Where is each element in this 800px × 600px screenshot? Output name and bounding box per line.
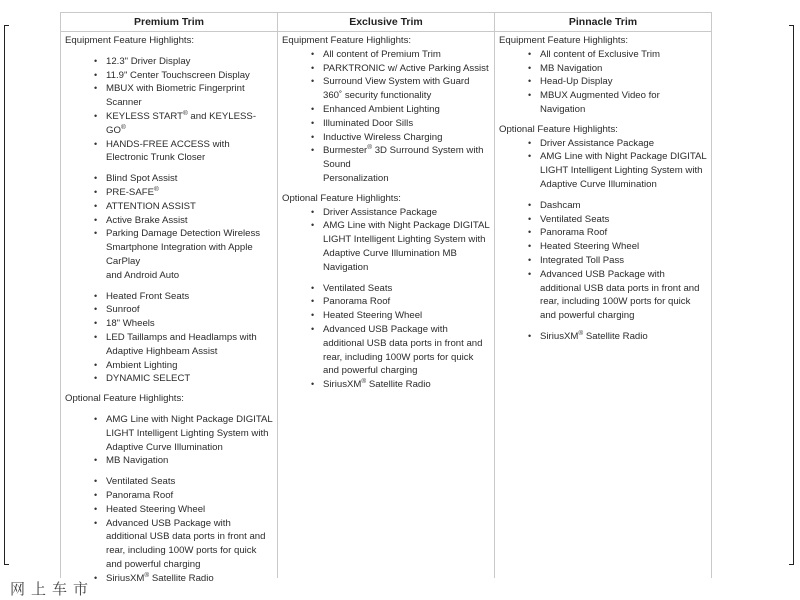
feature-item: • MB Navigation — [106, 454, 273, 468]
feature-item: • Heated Steering Wheel — [540, 240, 707, 254]
feature-item: • DYNAMIC SELECT — [106, 372, 273, 386]
feature-item: • AMG Line with Night Package DIGITAL LIGHT Intelligent Lighting System with Adaptive Curve Illumination — [540, 150, 707, 191]
feature-item: • Ventilated Seats — [323, 282, 490, 296]
feature-item: • SiriusXM® Satellite Radio — [106, 572, 273, 586]
trim-column-body — [495, 34, 711, 344]
trim-column — [495, 13, 711, 578]
feature-list — [65, 413, 273, 468]
feature-list — [499, 48, 707, 117]
feature-item: • Advanced USB Package with additional USB data ports in front and rear, including 100W ports for quick and powerful charging — [540, 268, 707, 323]
site-watermark: 网上车市 — [10, 580, 95, 598]
trim-column-header: Pinnacle Trim — [495, 13, 711, 32]
feature-item: • Panorama Roof — [323, 295, 490, 309]
feature-item: • Ambient Lighting — [106, 359, 273, 373]
feature-item: • Blind Spot Assist — [106, 172, 273, 186]
feature-list — [499, 199, 707, 323]
crop-bracket-right — [789, 25, 794, 565]
feature-item: • Parking Damage Detection Wireless Smartphone Integration with Apple CarPlay and Android Auto — [106, 227, 273, 282]
feature-item: • Advanced USB Package with additional USB data ports in front and rear, including 100W ports for quick and powerful charging — [323, 323, 490, 378]
feature-item: • Head-Up Display — [540, 75, 707, 89]
feature-list — [499, 330, 707, 344]
feature-list — [499, 137, 707, 192]
feature-item: • KEYLESS START® and KEYLESS-GO® — [106, 110, 273, 138]
trim-comparison-table — [60, 12, 712, 584]
feature-list — [282, 48, 490, 186]
feature-item: • PRE-SAFE® — [106, 186, 273, 200]
feature-item: • Ventilated Seats — [540, 213, 707, 227]
feature-item: • Advanced USB Package with additional USB data ports in front and rear, including 100W ports for quick and powerful charging — [106, 517, 273, 572]
feature-item: • Inductive Wireless Charging — [323, 131, 490, 145]
crop-bracket-left — [4, 25, 9, 565]
feature-item: • Enhanced Ambient Lighting — [323, 103, 490, 117]
feature-item: • 12.3" Driver Display — [106, 55, 273, 69]
feature-item: • Heated Front Seats — [106, 290, 273, 304]
feature-item: • 18" Wheels — [106, 317, 273, 331]
trim-column-header: Premium Trim — [61, 13, 277, 32]
feature-item: • HANDS-FREE ACCESS with Electronic Trunk Closer — [106, 138, 273, 166]
feature-item: • AMG Line with Night Package DIGITAL LIGHT Intelligent Lighting System with Adaptive Curve Illumination — [106, 413, 273, 454]
feature-list — [65, 475, 273, 585]
feature-item: • All content of Exclusive Trim — [540, 48, 707, 62]
feature-item: • Ventilated Seats — [106, 475, 273, 489]
section-title: Optional Feature Highlights: — [282, 192, 401, 204]
feature-item: • Illuminated Door Sills — [323, 117, 490, 131]
trim-column-body — [278, 34, 494, 392]
feature-item: • SiriusXM® Satellite Radio — [540, 330, 707, 344]
feature-list — [65, 55, 273, 165]
feature-item: • AMG Line with Night Package DIGITAL LIGHT Intelligent Lighting System with Adaptive Curve Illumination MB Navigation — [323, 219, 490, 274]
feature-list — [65, 172, 273, 282]
feature-item: • Surround View System with Guard 360˚ security functionality — [323, 75, 490, 103]
feature-item: • Sunroof — [106, 303, 273, 317]
feature-list — [282, 206, 490, 275]
feature-item: • PARKTRONIC w/ Active Parking Assist — [323, 62, 490, 76]
feature-item: • Dashcam — [540, 199, 707, 213]
feature-item: • ATTENTION ASSIST — [106, 200, 273, 214]
trim-column — [278, 13, 495, 578]
trim-column-header: Exclusive Trim — [278, 13, 494, 32]
feature-item: • Heated Steering Wheel — [323, 309, 490, 323]
section-title: Equipment Feature Highlights: — [282, 35, 412, 46]
feature-list — [282, 282, 490, 392]
feature-item: • Panorama Roof — [540, 226, 707, 240]
feature-item: • Heated Steering Wheel — [106, 503, 273, 517]
feature-item: • Active Brake Assist — [106, 214, 273, 228]
feature-item: • Panorama Roof — [106, 489, 273, 503]
section-title: Equipment Feature Highlights: — [65, 35, 195, 46]
feature-item: • MBUX with Biometric Fingerprint Scanner — [106, 82, 273, 110]
feature-item: • Integrated Toll Pass — [540, 254, 707, 268]
feature-item: • LED Taillamps and Headlamps with Adaptive Highbeam Assist — [106, 331, 273, 359]
feature-item: • MBUX Augmented Video for Navigation — [540, 89, 707, 117]
feature-item: • Driver Assistance Package — [323, 206, 490, 220]
section-title: Equipment Feature Highlights: — [499, 35, 629, 46]
section-title: Optional Feature Highlights: — [499, 123, 618, 135]
feature-item: • Burmester® 3D Surround System with Sound Personalization — [323, 144, 490, 185]
trim-column-body — [61, 34, 277, 585]
feature-item: • 11.9" Center Touchscreen Display — [106, 69, 273, 83]
feature-list — [65, 290, 273, 387]
feature-item: • MB Navigation — [540, 62, 707, 76]
feature-item: • SiriusXM® Satellite Radio — [323, 378, 490, 392]
feature-item: • All content of Premium Trim — [323, 48, 490, 62]
section-title: Optional Feature Highlights: — [65, 393, 184, 405]
trim-column — [61, 13, 278, 584]
feature-item: • Driver Assistance Package — [540, 137, 707, 151]
